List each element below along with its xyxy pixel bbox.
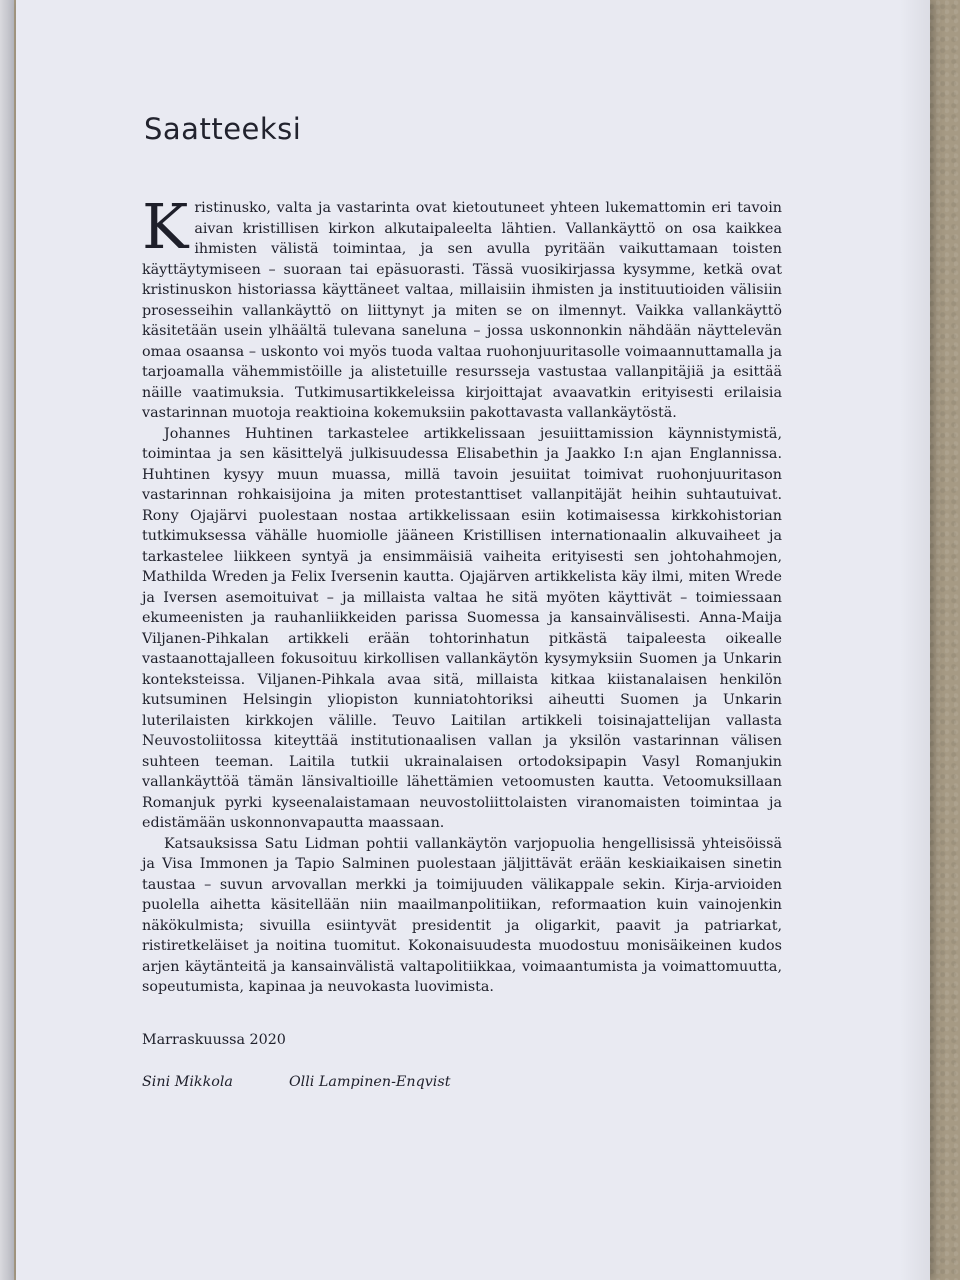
signatures (142, 1074, 782, 1090)
date-line: Marraskuussa 2020 (142, 1031, 286, 1048)
paragraph-1 (142, 190, 782, 424)
paragraph-3: Katsauksissa Satu Lidman pohtii vallankäytön varjopuolia hengellisissä yhteisöissä ja Visa Immonen ja Tapio Salminen puolestaan jäljittävät erään keskiaikaisen sinetin taustaa – suvun arvovallan merkki ja toimijuuden välikappale sekin. Kirja-arvioiden puolella aihetta käsitellään niin maailmanpolitiikan, reformaation kuin vainojenkin näkökulmista; sivuilla esiintyvät presidentit ja oligarkit, paavit ja patriarkat, ristiretkeläiset ja noitina tuomitut. Kokonaisuudesta muodostuu monisäikeinen kudos arjen käytänteitä ja kansainvälistä valtapolitiikkaa, voimaantumista ja voimattomuutta, sopeutumista, kapinaa ja neuvokasta luovimista. (142, 835, 782, 995)
paragraph-2: Johannes Huhtinen tarkastelee artikkelissaan jesuiittamission käynnistymistä, toimintaa ja sen käsittelyä julkisuudessa Elisabethin ja Jaakko I:n ajan Englannissa. Huhtinen kysyy muun muassa, millä tavoin jesuiitat toimivat ruohonjuuritason vastarinnan rohkaisijoina ja miten protestanttiset vallanpitäjät heihin suhtautuivat. Rony Ojajärvi puolestaan nostaa artikkelissaan esiin kotimaisessa kirkkohistorian tutkimuksessa vähälle huomiolle jääneen Kristillisen internationaalin alkuvaiheet ja tarkastelee liikkeen syntyä ja ensimmäisiä vaiheita erityisesti sen johtohahmojen, Mathilda Wreden ja Felix Iversenin kautta. Ojajärven artikkelista käy ilmi, miten Wrede ja Iversen asemoituivat – ja millaista valtaa he sitä myöten käyttivät – toimiessaan ekumeenisten ja rauhanliikkeiden parissa Suomessa ja kansainvälisesti. Anna-Maija Viljanen-Pihkalan artikkeli erään tohtorinhatun pitkästä taipaleesta oikealle vastaanottajalleen fokusoituu kirkollisen vallankäytön kysymyksiin Suomen ja Unkarin konteksteissa. Viljanen-Pihkala avaa sitä, millaista kitkaa kiistanalaisen henkilön kutsuminen Helsingin yliopiston kunniatohtoriksi aiheutti Suomen ja Unkarin luterilaisten kirkkojen välille. Teuvo Laitilan artikkeli toisinajattelijan vallasta Neuvostoliitossa kiteyttää institutionaalisen vallan ja yksilön vastarinnan välisen suhteen teeman. Laitila tutkii ukrainalaisen ortodoksipapin Vasyl Romanjukin vallankäyttöä tämän länsivaltioille lähettämien vetoomusten kautta. Vetoomuksillaan Romanjuk pyrki kyseenalaistamaan neuvostoliittolaisten viranomaisten toimintaa ja edistämään uskonnonvapautta maassaan. (142, 425, 782, 831)
facing-page-edge (0, 0, 14, 1280)
body-text (142, 190, 782, 998)
paragraph-1-text: ristinusko, valta ja vastarinta ovat kietoutuneet yhteen lukemattomin eri tavoin aivan kristillisen kirkon alkutaipaleelta lähtien. Vallankäyttö on osa kaikkea ihmisten välistä toimintaa, ja sen avulla pyritään vaikuttamaan toisten käyttäytymiseen – suoraan tai epäsuorasti. Tässä vuosikirjassa kysymme, ketkä ovat kristinuskon historiassa käyttäneet valtaa, millaisiin ihmisten ja instituutioiden välisiin prosesseihin vallankäyttö on liittynyt ja miten se on ilmennyt. Vaikka vallankäyttö käsitetään usein ylhäältä tulevana saneluna – jossa uskonnonkin nähdään näyttelevän omaa osaansa – uskonto voi myös tuoda valtaa ruohonjuuritasolle voimaannuttamalla ja tarjoamalla vähemmistöille ja alistetuille resursseja vastustaa vallanpitäjiä ja esittää näille vaatimuksia. Tutkimusartikkeleissa kirjoittajat avaavatkin erityisesti erilaisia vastarinnan muotoja reaktioina kokemuksiin pakottavasta vallankäytöstä. (142, 200, 782, 421)
page-content (142, 112, 782, 1090)
drop-cap: K (142, 190, 189, 263)
page-title: Saatteeksi (144, 112, 302, 146)
signature-olli-lampinen-enqvist: Olli Lampinen-Enqvist (288, 1073, 451, 1090)
book-page (16, 0, 930, 1280)
signature-sini-mikkola: Sini Mikkola (142, 1073, 233, 1090)
